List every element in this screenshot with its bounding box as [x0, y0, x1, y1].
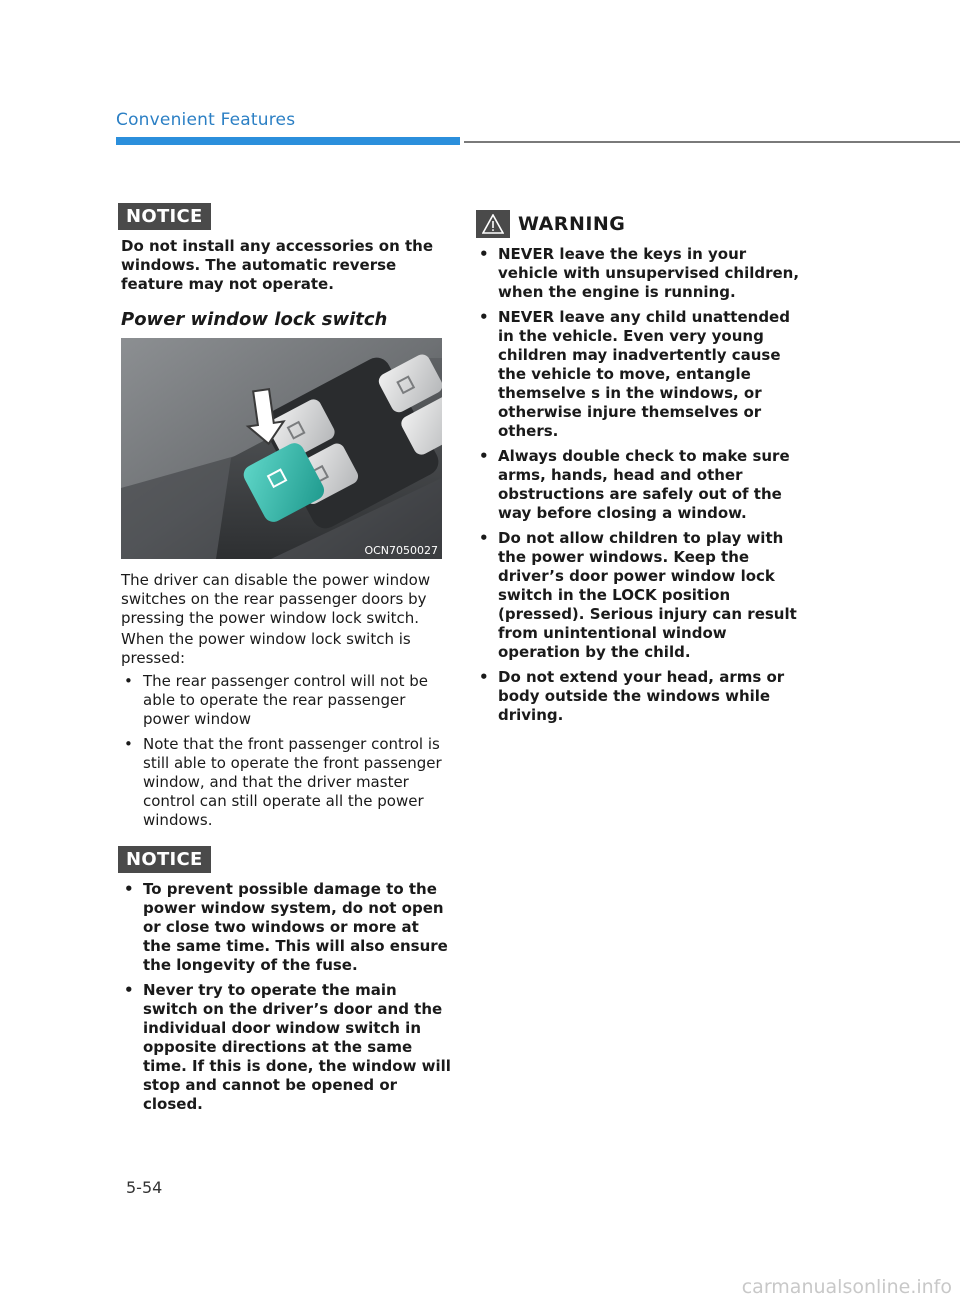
list-item: • Do not extend your head, arms or body outside the windows while driving. — [476, 668, 801, 725]
header-accent-bar — [116, 137, 460, 145]
section-heading: Power window lock switch — [121, 309, 388, 330]
paragraph-2: When the power window lock switch is pressed: — [121, 630, 411, 667]
lock-effects-list — [121, 672, 443, 836]
list-item: • Always double check to make sure arms, hands, head and other obstructions are safely out of the way before closing a window. — [476, 447, 801, 523]
list-item: • Never try to operate the main switch on the driver’s door and the individual door window switch in opposite directions at the same time. If this is done, the window will stop and cannot be opened or closed. — [121, 981, 451, 1114]
list-item: • NEVER leave any child unattended in the vehicle. Even very young children may inadvertently cause the vehicle to move, entangle themselve s in the windows, or otherwise injure themselves or others. — [476, 308, 801, 441]
list-item: • Note that the front passenger control is still able to operate the front passenger window, and that the driver master control can still operate all the power windows. — [121, 735, 443, 830]
notice-text: Do not install any accessories on the windows. The automatic reverse feature may not operate. — [121, 237, 434, 293]
notice-list — [121, 880, 451, 1120]
list-item: • To prevent possible damage to the power window system, do not open or close two windows or more at the same time. This will also ensure the longevity of the fuse. — [121, 880, 451, 975]
list-item: • Do not allow children to play with the power windows. Keep the driver’s door power window lock switch in the LOCK position (pressed). Serious injury can result from unintentional window operation by the child. — [476, 529, 801, 662]
image-code: OCN7050027 — [364, 544, 438, 557]
paragraph-1: The driver can disable the power window switches on the rear passenger doors by pressing the power window lock switch. — [121, 571, 431, 627]
notice-badge: NOTICE — [118, 203, 211, 230]
warning-label: WARNING — [518, 213, 626, 235]
watermark: carmanualsonline.info — [741, 1276, 952, 1298]
lock-switch-photo — [121, 338, 442, 559]
section-title: Convenient Features — [116, 110, 296, 130]
warning-triangle-icon — [476, 210, 510, 238]
warning-header — [476, 210, 625, 238]
list-item: • NEVER leave the keys in your vehicle with unsupervised children, when the engine is running. — [476, 245, 801, 302]
switch-illustration — [121, 338, 442, 559]
page-number: 5-54 — [126, 1178, 163, 1197]
list-item: • The rear passenger control will not be able to operate the rear passenger power window — [121, 672, 443, 729]
notice-badge: NOTICE — [118, 846, 211, 873]
header-rule — [464, 141, 960, 143]
warning-list — [476, 245, 801, 731]
